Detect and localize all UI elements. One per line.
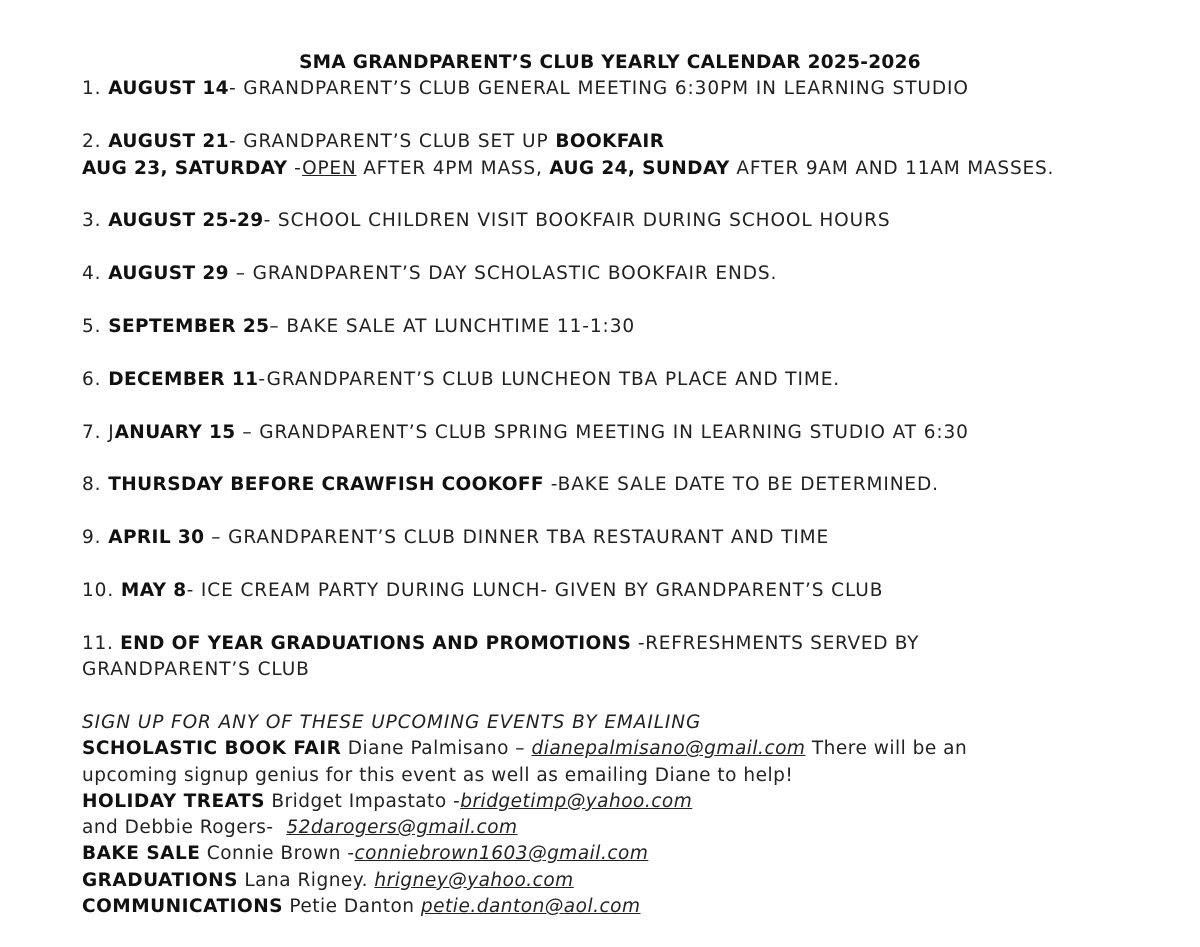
list-item <box>82 367 840 394</box>
item-number: 1. <box>82 78 109 99</box>
email-link[interactable]: hrigney@yahoo.com <box>374 869 574 891</box>
list-item-continuation <box>82 156 1054 183</box>
item-text: - SCHOOL CHILDREN VISIT BOOKFAIR DURING SCHOOL HOURS <box>263 210 891 231</box>
item-text: - GRANDPARENT’S CLUB SET UP <box>228 131 556 152</box>
item-text: AFTER 4PM MASS, <box>356 158 550 179</box>
contact-name: Lana Rigney. <box>237 869 375 891</box>
list-item <box>82 76 969 103</box>
bake-sale-label: BAKE SALE <box>82 843 201 865</box>
contact-note-line: upcoming signup genius for this event as well as emailing Diane to help! <box>82 764 794 786</box>
list-item <box>82 314 635 341</box>
email-link[interactable]: 52darogers@gmail.com <box>286 817 518 839</box>
item-number: 6. <box>82 369 109 390</box>
email-link[interactable]: conniebrown1603@gmail.com <box>354 843 649 865</box>
bake-sale-contact <box>82 841 967 867</box>
list-item <box>82 420 969 447</box>
email-link[interactable]: petie.danton@aol.com <box>420 896 641 918</box>
holiday-treats-contact <box>82 789 967 815</box>
item-date: APRIL 30 <box>108 527 205 548</box>
item-date: THURSDAY BEFORE CRAWFISH COOKOFF <box>108 474 544 495</box>
item-date: MAY 8 <box>120 580 187 601</box>
email-link[interactable]: bridgetimp@yahoo.com <box>460 790 693 812</box>
item-text: -REFRESHMENTS SERVED BY <box>631 633 920 654</box>
contact-name: and Debbie Rogers- <box>82 817 287 839</box>
item-text: – GRANDPARENT’S CLUB SPRING MEETING IN LEARNING STUDIO AT 6:30 <box>235 422 969 443</box>
list-item <box>82 631 919 658</box>
list-item <box>82 261 777 288</box>
book-fair-contact <box>82 736 967 762</box>
item-number: 7. J <box>82 422 115 443</box>
item-date: AUGUST 21 <box>108 131 229 152</box>
item-number: 8. <box>82 474 109 495</box>
item-text: – BAKE SALE AT LUNCHTIME 11-1:30 <box>269 316 636 337</box>
item-text: GRANDPARENT’S CLUB <box>82 659 310 680</box>
list-item <box>82 208 890 235</box>
item-date: SEPTEMBER 25 <box>108 316 270 337</box>
graduations-contact <box>82 868 967 894</box>
item-date: AUG 23, SATURDAY <box>82 158 288 179</box>
item-text: – GRANDPARENT’S DAY SCHOLASTIC BOOKFAIR ENDS. <box>228 263 778 284</box>
list-item <box>82 472 939 499</box>
item-number: 5. <box>82 316 109 337</box>
list-item <box>82 129 664 156</box>
item-date: AUGUST 25-29 <box>108 210 264 231</box>
item-number: 2. <box>82 131 109 152</box>
item-text: - <box>287 158 303 179</box>
item-date: DECEMBER 11 <box>108 369 259 390</box>
list-item-continuation <box>82 657 310 684</box>
email-link[interactable]: dianepalmisano@gmail.com <box>531 738 806 760</box>
item-text: -BAKE SALE DATE TO BE DETERMINED. <box>543 474 939 495</box>
item-date: AUGUST 14 <box>108 78 229 99</box>
item-date: ANUARY 15 <box>114 422 236 443</box>
contact-name: Diane Palmisano – <box>341 738 532 760</box>
book-fair-label: SCHOLASTIC BOOK FAIR <box>82 738 342 760</box>
item-number: 9. <box>82 527 109 548</box>
page-title: SMA GRANDPARENT’S CLUB YEARLY CALENDAR 2025-2026 <box>299 52 921 73</box>
open-text: OPEN <box>302 158 357 179</box>
contact-note: There will be an <box>805 738 968 760</box>
item-number: 4. <box>82 263 109 284</box>
communications-label: COMMUNICATIONS <box>82 896 284 918</box>
item-number: 10. <box>82 580 121 601</box>
holiday-treats-label: HOLIDAY TREATS <box>82 790 265 812</box>
item-number: 3. <box>82 210 109 231</box>
item-date: AUGUST 29 <box>108 263 229 284</box>
signup-section <box>82 710 967 920</box>
item-date: END OF YEAR GRADUATIONS AND PROMOTIONS <box>120 633 632 654</box>
contact-name: Bridget Impastato - <box>264 790 461 812</box>
communications-contact <box>82 894 967 920</box>
contact-name: Connie Brown - <box>200 843 355 865</box>
list-item <box>82 578 883 605</box>
list-item <box>82 525 829 552</box>
item-date: AUG 24, SUNDAY <box>549 158 730 179</box>
signup-intro: SIGN UP FOR ANY OF THESE UPCOMING EVENTS BY EMAILING <box>82 712 702 733</box>
item-text: - ICE CREAM PARTY DURING LUNCH- GIVEN BY GRANDPARENT’S CLUB <box>186 580 884 601</box>
item-text: AFTER 9AM AND 11AM MASSES. <box>729 158 1055 179</box>
item-bold-text: BOOKFAIR <box>555 131 665 152</box>
graduations-label: GRADUATIONS <box>82 869 238 891</box>
item-text: – GRANDPARENT’S CLUB DINNER TBA RESTAURANT AND TIME <box>204 527 830 548</box>
item-text: - GRANDPARENT’S CLUB GENERAL MEETING 6:30PM IN LEARNING STUDIO <box>228 78 969 99</box>
item-number: 11. <box>82 633 121 654</box>
item-text: -GRANDPARENT’S CLUB LUNCHEON TBA PLACE AND TIME. <box>258 369 841 390</box>
contact-name: Petie Danton <box>283 896 421 918</box>
holiday-treats-contact-2 <box>82 815 967 841</box>
